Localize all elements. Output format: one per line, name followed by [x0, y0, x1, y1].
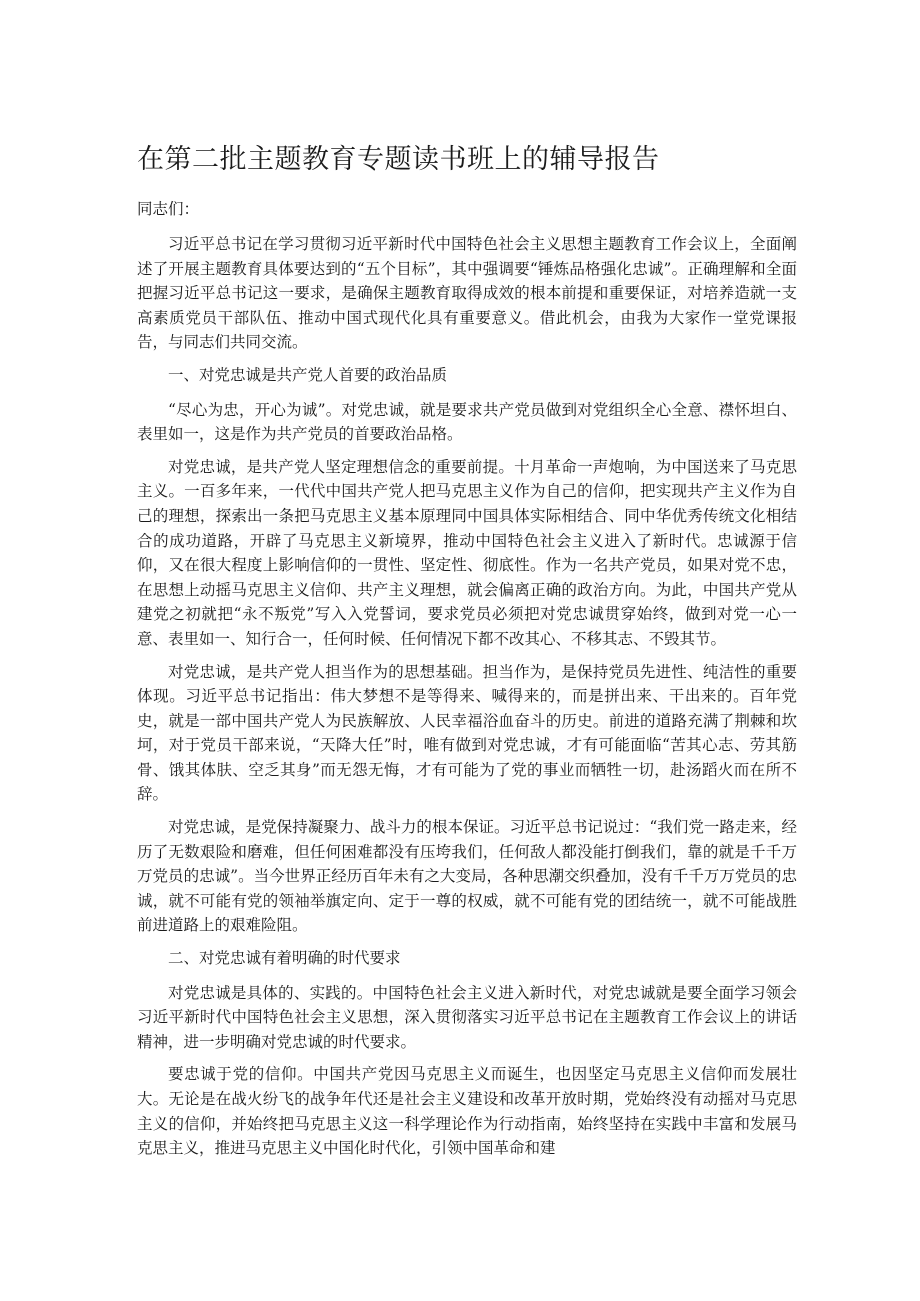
- section-heading: 一、对党忠诚是共产党人首要的政治品质: [168, 365, 448, 384]
- document-body: [137, 232, 797, 1169]
- paragraph: 要忠诚于党的信仰。中国共产党因马克思主义而诞生，也因坚定马克思主义信仰而发展壮大。无论是在战火纷飞的战争年代还是社会主义建设和改革开放时期，党始终没有动摇对马克思主义的信仰，并始终把马克思主义这一科学理论作为行动指南，始终坚持在实践中丰富和发展马克思主义，推进马克思主义中国化时代化，引领中国革命和建: [137, 1065, 797, 1158]
- paragraph: 对党忠诚，是共产党人担当作为的思想基础。担当作为，是保持党员先进性、纯洁性的重要体现。习近平总书记指出：伟大梦想不是等得来、喊得来的，而是拼出来、干出来的。百年党史，就是一部中国共产党人为民族解放、人民幸福浴血奋斗的历史。前进的道路充满了荆棘和坎坷，对于党员干部来说，“天降大任”时，唯有做到对党忠诚，才有可能面临“苦其心志、劳其筋骨、饿其体肤、空乏其身”而无怨无悔，才有可能为了党的事业而牺牲一切，赴汤蹈火而在所不辞。: [137, 662, 797, 804]
- greeting: 同志们：: [137, 200, 200, 218]
- paragraph: 对党忠诚是具体的、实践的。中国特色社会主义进入新时代，对党忠诚就是要全面学习领会习近平新时代中国特色社会主义思想，深入贯彻落实习近平总书记在主题教育工作会议上的讲话精神，进一步明确对党忠诚的时代要求。: [137, 983, 797, 1051]
- paragraph: “尽心为忠，开心为诚”。对党忠诚，就是要求共产党员做到对党组织全心全意、襟怀坦白、表里如一，这是作为共产党员的首要政治品格。: [137, 400, 797, 444]
- paragraph: 习近平总书记在学习贯彻习近平新时代中国特色社会主义思想主题教育工作会议上，全面阐述了开展主题教育具体要达到的“五个目标”，其中强调要“锤炼品格强化忠诚”。正确理解和全面把握习近平总书记这一要求，是确保主题教育取得成效的根本前提和重要保证，对培养造就一支高素质党员干部队伍、推动中国式现代化具有重要意义。借此机会，由我为大家作一堂党课报告，与同志们共同交流。: [137, 235, 797, 352]
- paragraph: 对党忠诚，是党保持凝聚力、战斗力的根本保证。习近平总书记说过：“我们党一路走来，经历了无数艰险和磨难，但任何困难都没有压垮我们，任何敌人都没能打倒我们，靠的就是千千万万党员的忠诚”。当今世界正经历百年未有之大变局，各种思潮交织叠加，没有千千万万党员的忠诚，就不可能有党的领袖举旗定向、定于一尊的权威，就不可能有党的团结统一，就不可能战胜前进道路上的艰难险阻。: [137, 818, 797, 935]
- section-heading: 二、对党忠诚有着明确的时代要求: [168, 949, 401, 968]
- document-title: 在第二批主题教育专题读书班上的辅导报告: [137, 144, 660, 175]
- paragraph: 对党忠诚，是共产党人坚定理想信念的重要前提。十月革命一声炮响，为中国送来了马克思主义。一百多年来，一代代中国共产党人把马克思主义作为自己的信仰，把实现共产主义作为自己的理想，探索出一条把马克思主义基本原理同中国具体实际相结合、同中华优秀传统文化相结合的成功道路，开辟了马克思主义新境界，推动中国特色社会主义进入了新时代。忠诚源于信仰，又在很大程度上影响信仰的一贯性、坚定性、彻底性。作为一名共产党员，如果对党不忠，在思想上动摇马克思主义信仰、共产主义理想，就会偏离正确的政治方向。为此，中国共产党从建党之初就把“永不叛党”写入入党誓词，要求党员必须把对党忠诚贯穿始终，做到对党一心一意、表里如一、知行合一，任何时候、任何情况下都不改其心、不移其志、不毁其节。: [137, 457, 797, 648]
